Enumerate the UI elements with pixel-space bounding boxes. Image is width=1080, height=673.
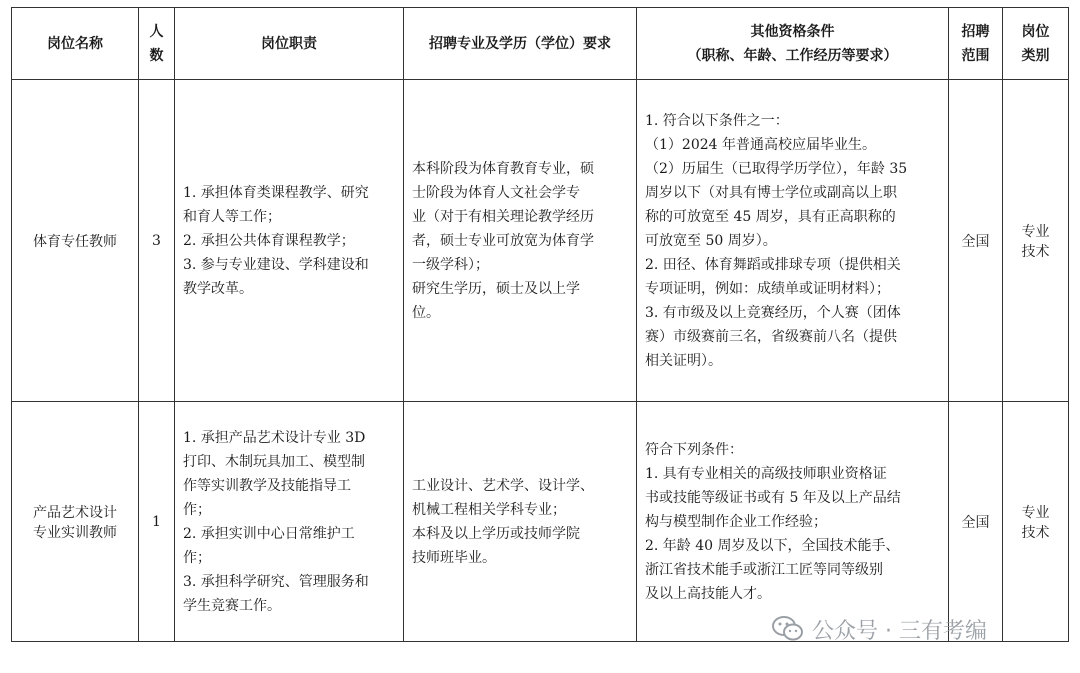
recruitment-table <box>11 7 1069 642</box>
header-position-name: 岗位名称 <box>12 8 139 80</box>
cell-headcount: 1 <box>139 402 175 642</box>
cell-position-name: 体育专任教师 <box>12 80 139 402</box>
cell-position-type: 专业 技术 <box>1003 402 1069 642</box>
cell-recruit-scope: 全国 <box>949 402 1003 642</box>
cell-duties: 1. 承担产品艺术设计专业 3D 打印、木制玩具加工、模型制 作等实训教学及技能指导工 作； 2. 承担实训中心日常维护工 作； 3. 承担科学研究、管理服务和 学生竞赛工作。 <box>175 402 404 642</box>
header-major-requirements: 招聘专业及学历（学位）要求 <box>404 8 637 80</box>
header-other-qualifications: 其他资格条件 （职称、年龄、工作经历等要求） <box>637 8 949 80</box>
watermark-text: 公众号 · 三有考编 <box>812 618 987 644</box>
watermark <box>772 611 987 647</box>
header-row <box>12 8 1069 80</box>
table-row <box>12 80 1069 402</box>
table-row <box>12 402 1069 642</box>
cell-major-requirements: 工业设计、艺术学、设计学、 机械工程相关学科专业； 本科及以上学历或技师学院 技师班毕业。 <box>404 402 637 642</box>
cell-position-type: 专业 技术 <box>1003 80 1069 402</box>
cell-position-name: 产品艺术设计 专业实训教师 <box>12 402 139 642</box>
header-position-type: 岗位 类别 <box>1003 8 1069 80</box>
header-duties: 岗位职责 <box>175 8 404 80</box>
cell-duties: 1. 承担体育类课程教学、研究 和育人等工作； 2. 承担公共体育课程教学； 3. 参与专业建设、学科建设和 教学改革。 <box>175 80 404 402</box>
wechat-icon <box>772 615 804 643</box>
cell-headcount: 3 <box>139 80 175 402</box>
cell-other-qualifications: 1. 符合以下条件之一： （1）2024 年普通高校应届毕业生。 （2）历届生（已取得学历学位），年龄 35 周岁以下（对具有博士学位或副高以上职 称的可放宽至 45 周岁，具有正高职称的 可放宽至 50 周岁）。 2. 田径、体育舞蹈或排球专项（提供相关 专项证明，例如：成绩单或证明材料）； 3. 有市级及以上竞赛经历，个人赛（团体 赛）市级赛前三名，省级赛前八名（提供 相关证明）。 <box>637 80 949 402</box>
cell-recruit-scope: 全国 <box>949 80 1003 402</box>
header-headcount: 人 数 <box>139 8 175 80</box>
cell-other-qualifications: 符合下列条件： 1. 具有专业相关的高级技师职业资格证 书或技能等级证书或有 5 年及以上产品结 构与模型制作企业工作经验； 2. 年龄 40 周岁及以下，全国技术能手、 浙江省技术能手或浙江工匠等同等级别 及以上高技能人才。 <box>637 402 949 642</box>
cell-major-requirements: 本科阶段为体育教育专业，硕 士阶段为体育人文社会学专 业（对于有相关理论教学经历 者，硕士专业可放宽为体育学 一级学科）； 研究生学历，硕士及以上学 位。 <box>404 80 637 402</box>
header-recruit-scope: 招聘 范围 <box>949 8 1003 80</box>
